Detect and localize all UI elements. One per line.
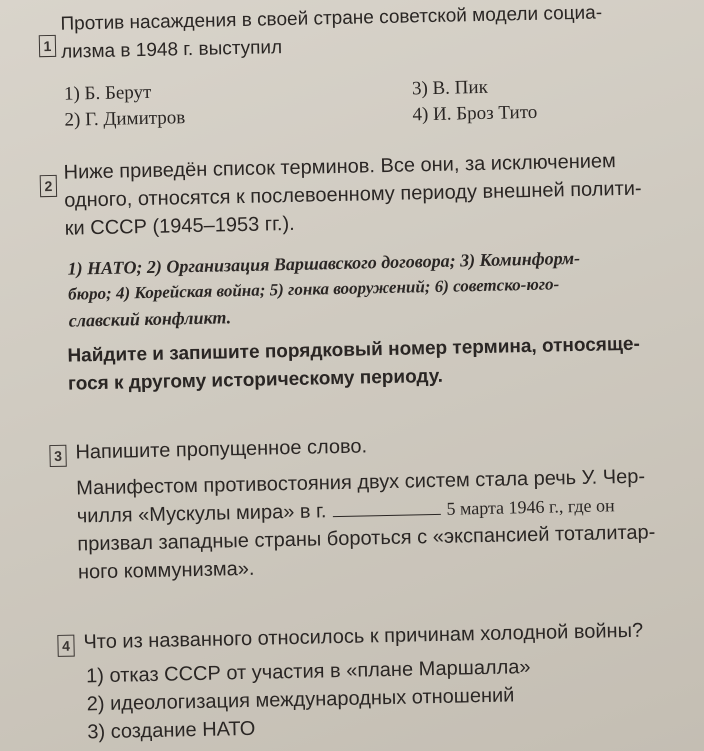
answer-option: 4) И. Броз Тито: [412, 101, 538, 126]
text-line: призвал западные страны бороться с «экспансией тоталитар-: [77, 521, 656, 556]
question-line: ки СССР (1945–1953 гг.).: [64, 212, 295, 240]
terms-line: бюро; 4) Корейская война; 5) гонка вооружений; 6) советско-юго-: [67, 274, 560, 304]
question-line: лизма в 1948 г. выступил: [60, 37, 283, 63]
question-line: Ниже приведён список терминов. Все они, за исключением: [63, 150, 617, 184]
answer-option: 1) Б. Берут: [63, 81, 152, 105]
question-line: Против насаждения в своей стране советской модели социа-: [60, 2, 603, 35]
terms-line: 1) НАТО; 2) Организация Варшавского договора; 3) Коминформ-: [67, 247, 581, 279]
question-line: Напишите пропущенное слово.: [75, 435, 368, 464]
task-number: 2: [40, 175, 57, 197]
answer-option: 2) идеологизация международных отношений: [86, 684, 515, 716]
text-fragment: чилля «Мускулы мира» в г.: [76, 500, 327, 528]
instruction-line: Найдите и запишите порядковый номер термина, относяще-: [67, 333, 641, 367]
task-number: 4: [57, 635, 74, 657]
task-number: 3: [49, 445, 66, 467]
text-fragment: 5 марта 1946 г., где он: [446, 495, 615, 519]
answer-option: 3) создание НАТО: [87, 717, 256, 744]
terms-line: славский конфликт.: [68, 307, 232, 331]
text-line: Манифестом противостояния двух систем стала речь У. Чер-: [76, 465, 646, 500]
answer-blank[interactable]: [332, 498, 440, 517]
task-number: 1: [39, 35, 56, 57]
answer-option: 1) отказ СССР от участия в «плане Маршалла»: [85, 656, 531, 688]
question-line: Что из названного относилось к причинам холодной войны?: [83, 619, 644, 654]
instruction-line: гося к другому историческому периоду.: [67, 365, 444, 395]
question-line: одного, относятся к послевоенному периоду внешней полити-: [63, 177, 642, 212]
text-line: ного коммунизма».: [77, 557, 255, 584]
answer-option: 3) В. Пик: [411, 76, 489, 100]
answer-option: 2) Г. Димитров: [64, 107, 186, 131]
